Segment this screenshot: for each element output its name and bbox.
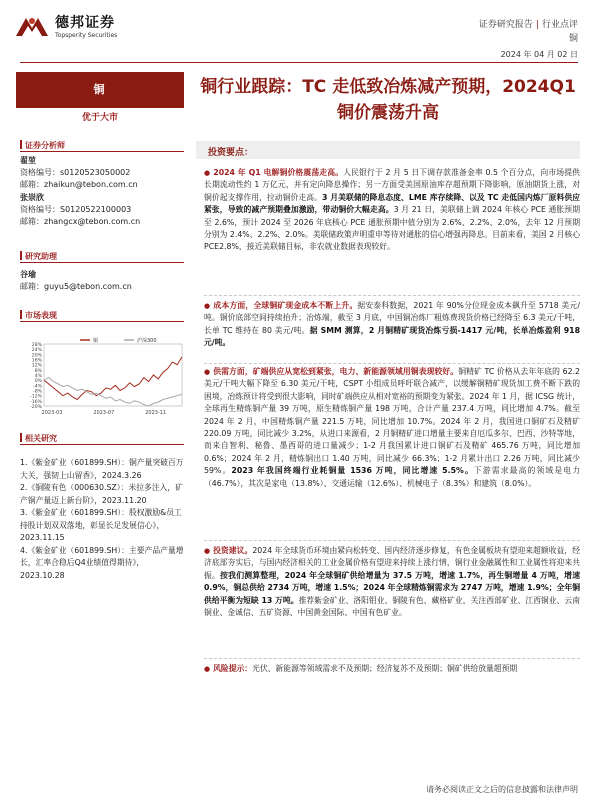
related-report-item[interactable]: 1.《紫金矿业（601899.SH）：铜产量突破百万大关，强韧上山留香》，2024.3.26	[20, 458, 184, 480]
header-divider	[20, 62, 578, 63]
assistant-email[interactable]: 邮箱：guyu5@tebon.com.cn	[20, 282, 132, 291]
meta-separator: |	[535, 20, 539, 30]
analyst-2	[20, 192, 184, 228]
y-tick-label: -4%	[33, 384, 42, 390]
brand-name-cn: 德邦证券	[55, 14, 115, 31]
section-bullet	[20, 140, 22, 149]
y-tick-label: 24%	[31, 348, 42, 354]
paragraph-cost	[204, 300, 580, 350]
paragraph-lead: 2024 年 Q1 电解铜价格震荡走高。	[213, 168, 344, 177]
legend-label: 铜	[93, 338, 99, 344]
y-tick-label: 16%	[31, 358, 42, 364]
y-tick-label: -16%	[30, 399, 42, 405]
paragraph-supply-demand	[204, 366, 580, 490]
section-bullet	[20, 310, 22, 319]
brand-logo-icon	[14, 14, 50, 40]
section-bullet	[20, 433, 22, 442]
market-title-text: 市场表现	[25, 311, 57, 320]
analysts-title-text: 证券分析师	[25, 141, 65, 150]
invest-summary-title: 投资要点：	[208, 148, 254, 158]
paragraph-divider	[204, 658, 580, 659]
y-tick-label: -12%	[30, 394, 42, 400]
related-reports-list	[20, 457, 184, 582]
x-tick-label: 2023-03	[41, 410, 63, 416]
y-tick-label: 0%	[34, 379, 42, 385]
y-tick-label: 20%	[31, 353, 42, 359]
legend-label: 沪深300	[137, 338, 157, 344]
paragraph-text: 下游需求最高的领域是电力（46.7%），其次是家电（13.8%）、交通运输（12.6%）、机械电子（8.3%）和建筑（8.0%）。	[204, 466, 580, 488]
paragraph-divider	[204, 540, 580, 541]
paragraph-investment-advice	[204, 545, 580, 619]
assistant-1	[20, 269, 184, 293]
paragraph-lead: 供需方面，矿端供应从宽松到紧张，电力、新能源领域用铜表现较好。	[213, 367, 459, 376]
bullet-icon: ●	[204, 302, 211, 310]
chart-svg	[20, 336, 186, 418]
paragraph-lead: 风险提示：	[213, 664, 253, 673]
industry-banner: 铜	[16, 72, 184, 108]
analyst-1	[20, 155, 184, 191]
series-line-copper	[44, 357, 182, 400]
paragraph-bold: 2023 年我国终端行业耗铜量 1536 万吨，同比增速 5.5%。	[231, 466, 474, 476]
paragraph-text: 据安泰科数据，2021 年 90%分位现金成本飙升至 5718 美元/吨。铜价底部空间持续抬升；冶炼端，截至 3 月底，中国铜冶炼厂粗炼费现货价格已经降至 6.3 美元/干吨，长单 TC 维持在 80 美元/吨。	[204, 301, 581, 335]
y-tick-label: 28%	[31, 343, 42, 348]
related-report-item[interactable]: 2.《铜陵有色（000630.SZ）：米拉多注入，矿产铜产量迈上新台阶》，2023.11.20	[20, 483, 184, 505]
related-report-item[interactable]: 3.《紫金矿业（601899.SH）：股权激励&员工持股计划双双落地，彰显长足发展信心》，2023.11.15	[20, 508, 182, 542]
paragraph-risk	[204, 663, 580, 675]
related-report-item[interactable]: 4.《紫金矿业（601899.SH）：主要产品产量增长，汇率合稳后Q4业绩值得期待》，2023.10.28	[20, 545, 184, 580]
bullet-icon: ●	[204, 368, 211, 376]
report-industry: 铜	[568, 34, 578, 44]
paragraph-bold: 按我们测算整理，2024 年全球铜矿供给增量为 37.5 万吨，增速 1.7%，再生铜增量 4 万吨，增速 0.9%，铜总供给 2734 万吨，增速 1.5%；2024 年全球精炼铜需求为 2747 万吨，增速 1.9%；全年铜供给平衡为短缺 13 万吨。	[204, 570, 580, 605]
assistant-section-title	[20, 251, 57, 262]
bullet-icon: ●	[204, 547, 211, 555]
analyst-name: 张崇欣	[20, 193, 44, 202]
invest-summary-bar	[196, 141, 580, 159]
paragraph-text: 3 月 21 日，美联储上调 2024 年核心 PCE 通胀预期至 2.6%，预计 2024 至 2026 年底核心 PCE 通胀预期中值分别为 2.6%、2.2%、2.0%，去年 12 月预期分别为 2.4%、2.2%、2.0%。美联储政策声明重申等待对通胀的信心增强再降息。目前来看，美国 2 月核心 PCE2.8%，接近美联储目标，非农就业数据表现较好。	[204, 205, 580, 252]
y-tick-label: 4%	[34, 374, 42, 379]
report-category: 行业点评	[541, 20, 578, 30]
series-line-csi300	[44, 378, 182, 406]
analyst-cert: 资格编号：s0120523050002	[20, 168, 131, 177]
analysts-section-title	[20, 140, 65, 151]
brand-name-en: Topsperity Securities	[55, 31, 118, 39]
x-tick-label: 2023-07	[93, 410, 115, 416]
related-section-title	[20, 433, 57, 444]
rating-label: 优于大市	[81, 113, 118, 123]
y-tick-label: -20%	[30, 405, 42, 410]
paragraph-text: 铜精矿 TC 价格从去年年底的 62.2 美元/干吨大幅下降至 6.30 美元/干吨，CSPT 小组成员呼吁联合减产，以缓解铜精矿现货加工费不断下跌的困境，冶炼预计将受到很大影响，同时矿端供应从相对宽裕的预期变为紧张。2024 年 1 月，据 ICSG 统计，全球再生精炼铜产量 39 万吨，原生精炼铜产量 198 万吨，合计产量 237.4 万吨，同比增加 4.7%。截至 2024 年 2 月，中国精炼铜产量 221.5 万吨，同比增加 10.7%。2024 年 2 月，我国进口铜矿石及精矿 220.09 万吨，同比减少 3.2%，从进口来源看，2 月铜精矿进口增量主要来自厄瓜多尔、巴西、沙特等地，而来自智利、秘鲁、墨西哥的进口量减少；1-2 月我国累计进口铜矿石及精矿 465.76 万吨，同比增加 0.6%；2024 年 2 月，精炼铜出口 1.40 万吨，同比减少 66.3%；1-2 月累计出口 2.26 万吨，同比减少 59%。	[204, 367, 581, 476]
y-tick-label: 12%	[31, 363, 42, 369]
paragraph-text: 人民银行于 2 月 5 日下调存款准备金率 0.5 个百分点，向市场提供长期流动性约 1 万亿元，并有定向降息操作；另一方面受美国原油库存超预期下降影响，原油期货上涨，对铜价起支撑作用，拉动铜价走高。	[204, 168, 580, 202]
paragraph-text: 推荐紫金矿业、洛阳钼业、铜陵有色、藏格矿业，关注西部矿业、江西铜业、云南铜业、金诚信、五矿资源、中国黄金国际、中国有色矿业。	[204, 595, 581, 618]
report-date: 2024 年 04 月 02 日	[500, 50, 578, 59]
y-tick-label: -8%	[33, 389, 42, 395]
assistant-name: 谷瑜	[20, 270, 36, 279]
section-divider	[20, 321, 184, 322]
analyst-email[interactable]: 邮箱：zhangcx@tebon.com.cn	[20, 217, 141, 226]
brand-logo	[14, 14, 117, 40]
paragraph-divider	[204, 363, 580, 364]
section-bullet	[20, 251, 22, 260]
paragraph-copy-price	[204, 167, 580, 254]
paragraph-bold: 3 月美联储的降息态度、LME 库存续降、以及 TC 走低国内炼厂原料供应紧张，导致的减产预期叠加激励，带动铜价大幅走高。	[204, 192, 581, 215]
bullet-icon: ●	[204, 665, 211, 673]
paragraph-bold: 据 SMM 测算，2 月铜精矿现货冶炼亏损-1417 元/吨，长单冶炼盈利 918 元/吨。	[204, 325, 580, 348]
analyst-email[interactable]: 邮箱：zhaikun@tebon.com.cn	[20, 180, 138, 189]
report-type: 证券研究报告	[478, 20, 533, 30]
report-meta	[479, 18, 578, 46]
section-divider	[20, 262, 184, 263]
paragraph-lead: 投资建议。	[213, 546, 253, 555]
paragraph-lead: 成本方面，全球铜矿现金成本不断上升。	[213, 301, 358, 310]
report-title: 铜行业跟踪：TC 走低致冶炼减产预期，2024Q1 铜价震荡升高	[200, 77, 576, 123]
section-divider	[20, 444, 184, 445]
market-performance-chart	[20, 336, 186, 418]
related-title-text: 相关研究	[25, 434, 57, 443]
y-tick-label: 8%	[34, 368, 42, 374]
paragraph-text: 光伏、新能源等领域需求不及预期；经济复苏不及预期；铜矿供给放量超预期	[252, 664, 518, 673]
paragraph-text: 2024 年全球货币环境由紧向松转变、国内经济逐步修复，有色金属板块有望迎来超额收益，经济底部夯实后，与国内经济相关的工业金属价格有望迎来持续上涨行情，铜行业金融属性和工业属性将迎来共振。	[204, 546, 581, 580]
bullet-icon: ●	[204, 169, 211, 177]
analyst-name: 翟堃	[20, 156, 36, 165]
assistant-title-text: 研究助理	[25, 252, 57, 261]
analyst-cert: 资格编号：S0120522100003	[20, 205, 132, 214]
paragraph-divider	[204, 295, 580, 296]
footer-disclaimer: 请务必阅读正文之后的信息披露和法律声明	[426, 785, 578, 794]
x-tick-label: 2023-11	[145, 410, 167, 416]
section-divider	[20, 151, 184, 152]
market-section-title	[20, 310, 57, 321]
